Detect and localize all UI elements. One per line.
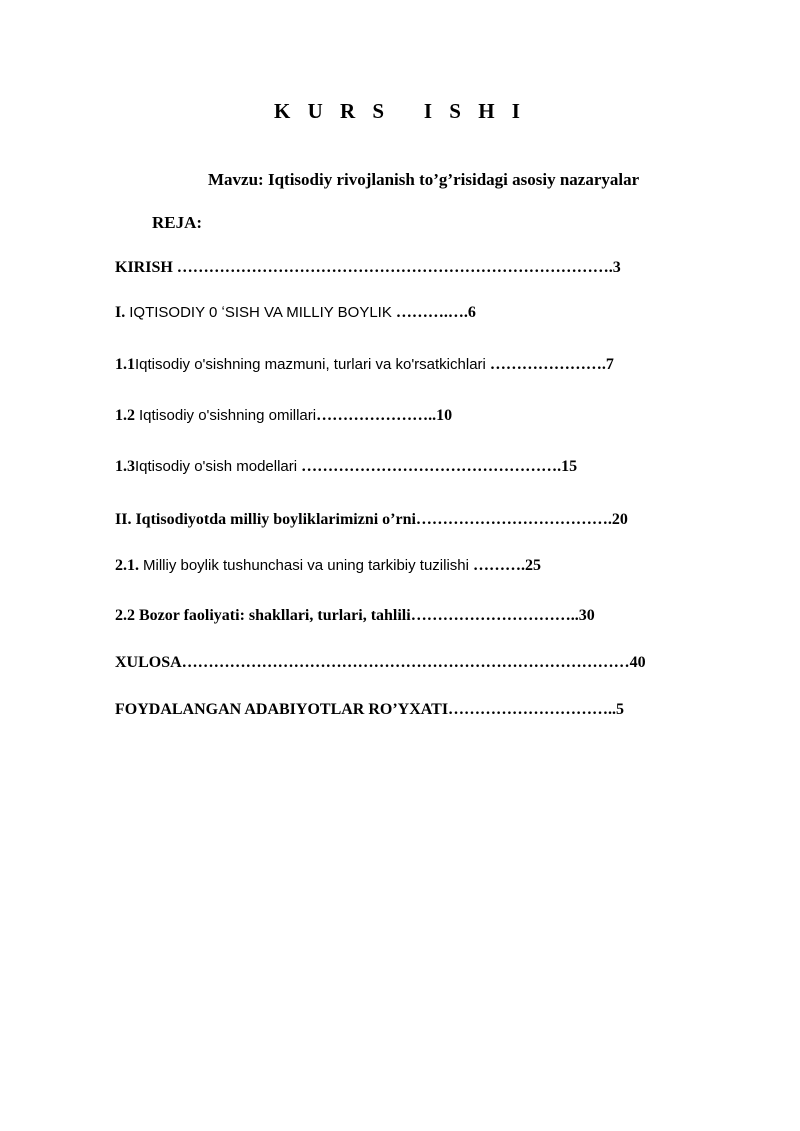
toc-entry-text: Iqtisodiy o'sish modellari [135, 458, 298, 475]
toc-entry-prefix: FOYDALANGAN ADABIYOTLAR RO’YXATI…………………………..5 [115, 701, 625, 718]
toc-entry-suffix: ……….25 [468, 557, 541, 574]
toc-entry-1-3 [115, 457, 577, 477]
toc-entry-2-2 [115, 606, 595, 626]
toc-entry-references [115, 700, 624, 720]
toc-entry-chapter-2 [115, 510, 628, 530]
toc-entry-text: IQTISODIY 0 ʻSISH VA MILLIY BOYLIK [129, 304, 392, 321]
toc-entry-1-2 [115, 406, 452, 426]
toc-entry-1-1 [115, 355, 614, 375]
document-topic: Mavzu: Iqtisodiy rivojlanish to’g’risidagi asosiy nazaryalar [208, 170, 640, 189]
toc-entry-prefix: 1.2 [115, 407, 139, 424]
toc-entry-prefix: 2.1. [115, 557, 143, 574]
toc-entry-suffix: …………………..10 [316, 407, 453, 424]
toc-entry-prefix: KIRISH ……………………………………………………………………….3 [115, 259, 621, 276]
toc-entry-suffix: ………………….7 [485, 356, 614, 373]
toc-entry-xulosa [115, 653, 646, 673]
toc-entry-suffix: ……….….6 [391, 304, 476, 321]
document-title: K U R S I S H I [274, 99, 526, 123]
toc-entry-text: Milliy boylik tushunchasi va uning tarkibiy tuzilishi [143, 557, 469, 574]
toc-entry-prefix: 2.2 Bozor faoliyati: shakllari, turlari, tahlili…………………………..30 [115, 607, 595, 624]
toc-entry-prefix: II. Iqtisodiyotda milliy boyliklarimizni o’rni……………………………….20 [115, 511, 628, 528]
toc-entry-chapter-1 [115, 303, 476, 323]
toc-entry-prefix: XULOSA…………………………………………………………………………40 [115, 654, 646, 671]
toc-entry-kirish [115, 258, 621, 278]
toc-entry-suffix: ………………………………………….15 [297, 458, 578, 475]
plan-label: REJA: [152, 213, 203, 232]
toc-entry-prefix: 1.3 [115, 458, 135, 475]
toc-entry-prefix: I. [115, 304, 130, 321]
toc-entry-text: Iqtisodiy o'sishning mazmuni, turlari va ko'rsatkichlari [135, 356, 486, 373]
toc-entry-2-1 [115, 556, 541, 576]
toc-entry-prefix: 1.1 [115, 356, 135, 373]
toc-entry-text: Iqtisodiy o'sishning omillari [139, 407, 317, 424]
